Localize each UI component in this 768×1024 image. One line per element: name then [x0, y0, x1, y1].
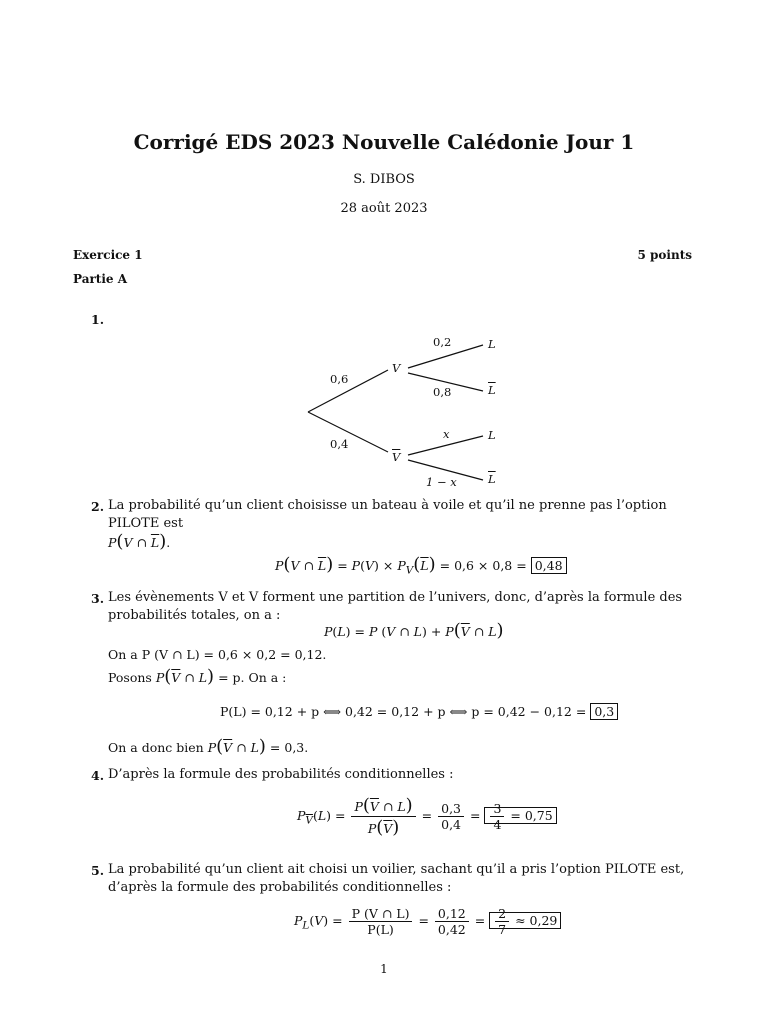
- q5-text: La probabilité qu’un client ait choisi un voilier, sachant qu’il a pris l’option PILOTE est, d’après la formule des probabilités conditionnelles :: [108, 862, 685, 895]
- tree-p-V: 0,6: [330, 372, 349, 386]
- tree-p-Vbar: 0,4: [330, 437, 349, 451]
- q4-result: $\frac{3}{4}$ = 0,75: [484, 807, 556, 824]
- part-label: Partie A: [73, 272, 128, 286]
- q3-posons-end: = p. On a :: [218, 670, 287, 685]
- q5-number: 5.: [91, 863, 105, 878]
- q4-fraction-formula: $\frac{P(\overline{V} \cap L)}{P(\overline{V})}$: [351, 795, 415, 838]
- q3-number: 3.: [91, 591, 105, 606]
- q3-conclusion-end: = 0,3.: [269, 740, 309, 755]
- q2-calc: = 0,6 × 0,8 =: [439, 558, 527, 573]
- q3-posons: Posons $P(\overline{V}$ ∩ L) = p. On a :: [108, 666, 287, 687]
- exercise-label: Exercice 1: [73, 248, 143, 262]
- q5-equation: $P_L(V)$ = $\frac{P (V \cap L)}{P(L)}$ = $\frac{0,12}{0,42}$ = $\frac{2}{7}$ ≈ 0,29: [294, 906, 561, 937]
- page-number: 1: [380, 962, 388, 976]
- q3-equation: [220, 704, 618, 719]
- tree-leaf-Lbar2: $\overline{L}$: [488, 472, 496, 486]
- q3-result: 0,3: [590, 703, 618, 720]
- tree-p-V-Lbar: 0,8: [433, 385, 452, 399]
- tree-p-Vbar-L: x: [443, 427, 450, 441]
- q4-fraction-values: $\frac{0,3}{0,4}$: [438, 801, 464, 832]
- q2-equation: P(V ∩ $\overline{L}) = P(V) \times P_V(\overline{L}) = 0,6 \times 0,8 = 0,48$: [275, 554, 567, 577]
- tree-p-V-L: 0,2: [433, 335, 452, 349]
- tree-node-V: V: [392, 361, 401, 375]
- q2-event-expr: P(V ∩ $\overline{L}$).: [108, 531, 171, 552]
- tree-leaf-Lbar1: $\overline{L}$: [488, 383, 496, 397]
- probability-tree: [300, 330, 520, 495]
- q4-equation: $P_{\overline{V}}(L)$ = $\frac{P(\overline{V} \cap L)}{P(\overline{V})}$ = $\frac{0,3}{0,4}$ = $\frac{3}{4}$ = 0,75: [297, 795, 557, 838]
- q3-total-prob-formula: P(L) = P (V ∩ $L) + P(\overline{V}$ ∩ L): [324, 620, 504, 641]
- q2-text: [108, 497, 698, 553]
- q3-text: Les évènements V et V forment une partition de l’univers, donc, d’après la formule des probabilités totales, on a :: [108, 590, 683, 623]
- q4-text: D’après la formule des probabilités conditionnelles :: [108, 767, 454, 782]
- q3-equation-text: P(L) = 0,12 + p ⟺ 0,42 = 0,12 + p ⟺ p = 0,42 − 0,12 =: [220, 704, 587, 719]
- q2-result: 0,48: [531, 557, 567, 574]
- q1-number: 1.: [91, 312, 105, 327]
- author: S. DIBOS: [353, 172, 415, 187]
- q2-number: 2.: [91, 499, 105, 514]
- tree-leaf-L2: L: [488, 428, 496, 442]
- q3-conclusion: On a donc bien $P(\overline{V}$ ∩ L) = 0,3.: [108, 736, 309, 757]
- q5-result: $\frac{2}{7}$ ≈ 0,29: [489, 912, 561, 929]
- q3-conclusion-start: On a donc bien: [108, 740, 204, 755]
- q3-line1: On a P (V ∩ L) = 0,6 × 0,2 = 0,12.: [108, 647, 327, 662]
- tree-leaf-L1: L: [488, 337, 496, 351]
- q5-fraction-values: $\frac{0,12}{0,42}$: [435, 906, 469, 937]
- page-title: Corrigé EDS 2023 Nouvelle Calédonie Jour 1: [133, 130, 635, 154]
- q3-posons-label: Posons: [108, 670, 152, 685]
- exercise-points: 5 points: [637, 248, 692, 262]
- tree-node-Vbar: $\overline{V}$: [392, 450, 401, 464]
- q2-text-body: La probabilité qu’un client choisisse un bateau à voile et qu’il ne prenne pas l’option PILOTE est: [108, 498, 667, 531]
- q5-fraction-formula: $\frac{P (V \cap L)}{P(L)}$: [349, 906, 413, 937]
- date: 28 août 2023: [340, 201, 428, 216]
- q4-number: 4.: [91, 768, 105, 783]
- tree-p-Vbar-Lbar: 1 − x: [426, 475, 457, 489]
